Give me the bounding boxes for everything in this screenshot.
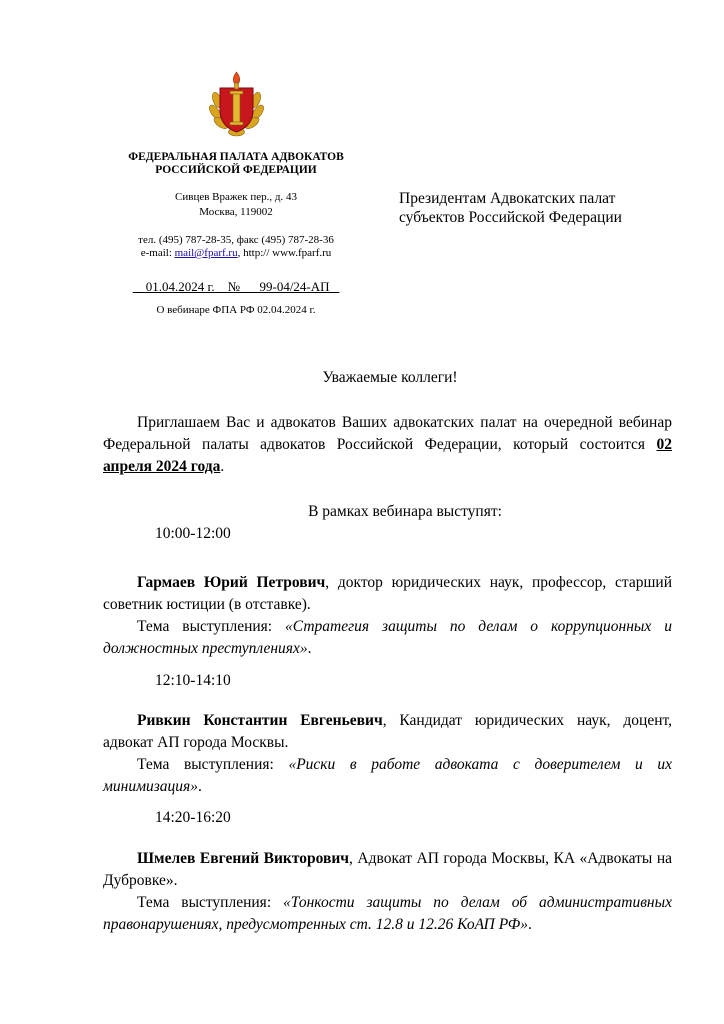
- topic-paragraph: [103, 892, 672, 936]
- address-line2: Москва, 119002: [199, 206, 273, 218]
- letter-subject: О вебинаре ФПА РФ 02.04.2024 г.: [156, 304, 316, 316]
- phone-line: тел. (495) 787-28-35, факс (495) 787-28-36: [138, 234, 334, 246]
- topic-title: «Стратегия защиты по делам о коррупционных и должностных преступлениях»: [103, 618, 672, 657]
- doc-date: 01.04.2024 г.: [145, 279, 215, 294]
- greeting: Уважаемые коллеги!: [322, 369, 458, 386]
- intro-paragraph: [103, 412, 672, 478]
- org-name-line1: ФЕДЕРАЛЬНАЯ ПАЛАТА АДВОКАТОВ: [128, 151, 344, 163]
- doc-number: 99-04/24-АП: [259, 279, 330, 294]
- email-link[interactable]: mail@fparf.ru: [174, 247, 238, 259]
- speaker-paragraph: [103, 572, 672, 616]
- number-sign: №: [227, 279, 240, 294]
- recipient-block: [399, 189, 622, 227]
- recipient-line2: субъектов Российской Федерации: [399, 209, 622, 226]
- registration-line: 01.04.2024 г. № 99-04/24-АП _: [145, 279, 340, 294]
- topic-end: .: [197, 778, 202, 795]
- email-line: [96, 247, 376, 259]
- session-block: [103, 710, 672, 798]
- topic-paragraph: [103, 754, 672, 798]
- topic-title: «Тонкости защиты по делам об административных правонарушениях, предусмотренных ст. 12.8 и 12.26 КоАП РФ»: [103, 894, 672, 933]
- speaker-name: Ривкин Константин Евгеньевич: [137, 712, 383, 729]
- topic-label: Тема выступления:: [137, 894, 284, 911]
- session-time: 12:10-14:10: [155, 672, 231, 689]
- org-name-line2: РОССИЙСКОЙ ФЕДЕРАЦИИ: [155, 164, 317, 176]
- speaker-paragraph: [103, 710, 672, 754]
- fpa-emblem-icon: [209, 70, 264, 138]
- session-block: [103, 848, 672, 936]
- speaker-credentials: , Адвокат АП города Москвы, КА «Адвокаты на Дубровке».: [103, 850, 672, 889]
- topic-title: «Риски в работе адвоката с доверителем и их минимизация»: [103, 756, 672, 795]
- email-label: e-mail:: [140, 247, 175, 259]
- topic-label: Тема выступления:: [137, 618, 286, 635]
- address-line1: Сивцев Вражек пер., д. 43: [175, 191, 297, 203]
- topic-paragraph: [103, 616, 672, 660]
- speaker-credentials: , Кандидат юридических наук, доцент, адвокат АП города Москвы.: [103, 712, 672, 751]
- session-time: 10:00-12:00: [155, 525, 231, 542]
- session-block: [103, 572, 672, 660]
- speakers-intro: В рамках вебинара выступят:: [308, 503, 502, 520]
- topic-end: .: [528, 916, 532, 933]
- session-time: 14:20-16:20: [155, 809, 231, 826]
- speaker-name: Шмелев Евгений Викторович: [137, 850, 350, 867]
- recipient-line1: Президентам Адвокатских палат: [399, 190, 616, 207]
- speaker-name: Гармаев Юрий Петрович: [137, 574, 326, 591]
- topic-label: Тема выступления:: [137, 756, 289, 773]
- intro-end: .: [220, 458, 225, 475]
- speaker-paragraph: [103, 848, 672, 892]
- intro-text: Приглашаем Вас и адвокатов Ваших адвокатских палат на очередной вебинар Федеральной палаты адвокатов Российской Федерации, который состоится: [103, 414, 672, 453]
- webinar-date: 02 апреля 2024 года: [103, 436, 672, 475]
- speaker-credentials: , доктор юридических наук, профессор, старший советник юстиции (в отставке).: [103, 574, 672, 613]
- website-text: , http:// www.fparf.ru: [237, 247, 332, 259]
- topic-end: .: [307, 640, 312, 657]
